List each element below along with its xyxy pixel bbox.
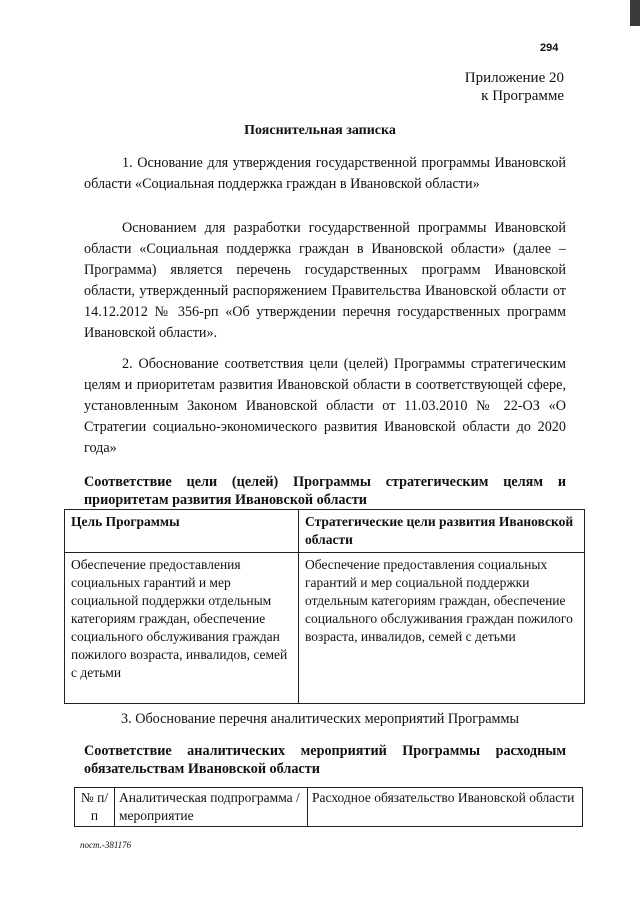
appendix-line-2: к Программе xyxy=(481,88,564,104)
section-2 xyxy=(84,354,566,459)
goals-col2-cell: Обеспечение предоставления социальных гарантий и мер социальной поддержки отдельным категориям граждан, обеспечение социального обслуживания граждан пожилого возраста, инвалидов, семей с детьми xyxy=(299,553,585,704)
section-2-number: 2. xyxy=(122,356,133,372)
goals-col1-header: Цель Программы xyxy=(65,510,299,553)
goals-table xyxy=(64,509,585,704)
section-1-number: 1. xyxy=(122,155,133,171)
appendix-label xyxy=(465,69,564,105)
goals-table-row xyxy=(65,553,585,704)
appendix-line-1: Приложение 20 xyxy=(464,70,564,86)
section-1-text: Основание для утверждения государственной программы Ивановской области «Социальная поддержка граждан в Ивановской области» xyxy=(84,155,567,192)
scan-edge-mark xyxy=(630,0,640,26)
goals-table-heading: Соответствие цели (целей) Программы стратегическим целям и приоритетам развития Ивановской области xyxy=(84,474,566,508)
measures-table-header-row xyxy=(75,788,583,827)
goals-col1-cell: Обеспечение предоставления социальных гарантий и мер социальной поддержки отдельным категориям граждан, обеспечение социального обслуживания граждан пожилого возраста, инвалидов, семей с детьми xyxy=(65,553,299,704)
measures-col1-header: № п/п xyxy=(75,788,115,827)
section-1 xyxy=(84,153,566,195)
goals-table-header-row xyxy=(65,510,585,553)
section-2-text: Обоснование соответствия цели (целей) Программы стратегическим целям и приоритетам развития Ивановской области в соответствующей сфере, установленным Законом Ивановской области от 11.03.2010 № 22-ОЗ «О Стратегии социально-экономического развития Ивановской области до 2020 года» xyxy=(84,356,567,456)
section-3: 3. Обоснование перечня аналитических мероприятий Программы xyxy=(121,711,519,727)
page-number: 294 xyxy=(540,42,559,54)
section-1-body-text: Основанием для разработки государственной программы Ивановской области «Социальная поддержка граждан в Ивановской области» (далее – Программа) является перечень государственных программ Ивановской области, утвержденный распоряжением Правительства Ивановской области от 14.12.2012 № 356-рп «Об утверждении перечня государственных программ Ивановской области». xyxy=(84,220,566,341)
measures-table-heading: Соответствие аналитических мероприятий Программы расходным обязательствам Ивановской области xyxy=(84,743,566,777)
document-title: Пояснительная записка xyxy=(244,123,396,138)
footer-code: пост.-381176 xyxy=(80,840,132,850)
measures-col3-header: Расходное обязательство Ивановской области xyxy=(308,788,583,827)
measures-table xyxy=(74,787,583,827)
measures-col2-header: Аналитическая подпрограмма / мероприятие xyxy=(115,788,308,827)
goals-col2-header: Стратегические цели развития Ивановской области xyxy=(299,510,585,553)
section-1-body xyxy=(84,218,566,344)
